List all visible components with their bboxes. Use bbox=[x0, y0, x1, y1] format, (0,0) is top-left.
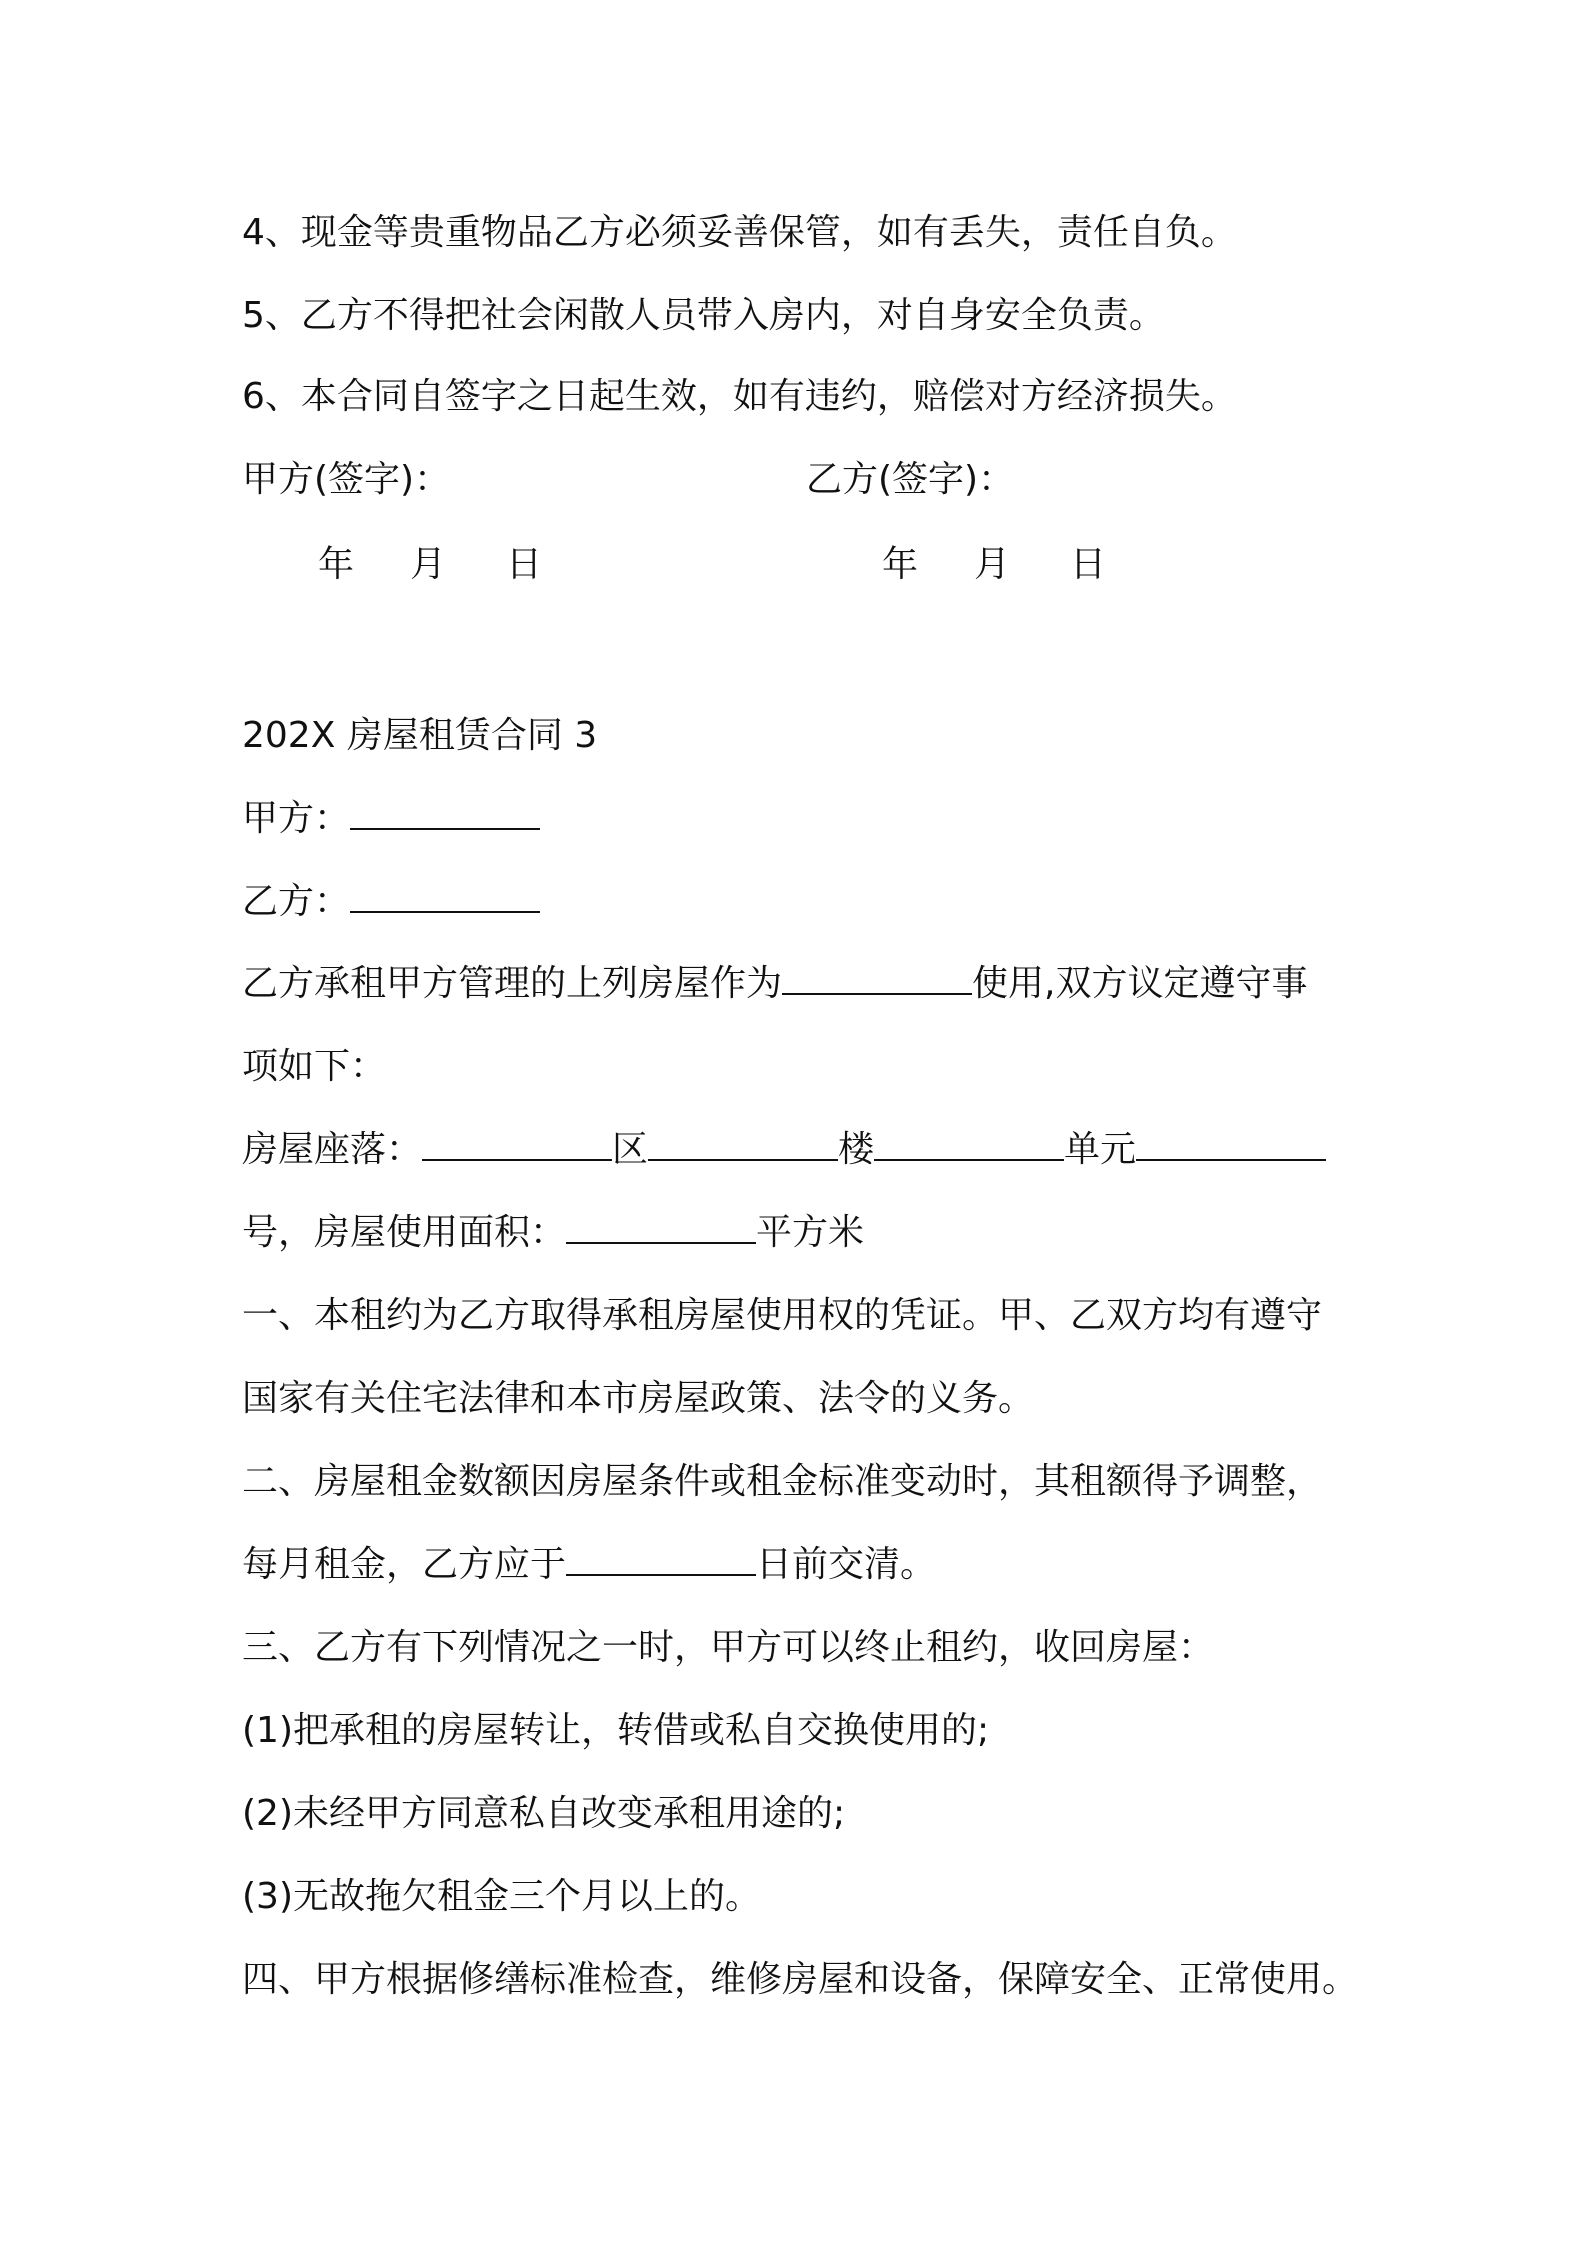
usage-text-end: 使用,双方议定遵守事 bbox=[972, 963, 1308, 1004]
number-area-label: 号，房屋使用面积： bbox=[242, 1212, 567, 1253]
clause-three: 三、乙方有下列情况之一时，甲方可以终止租约，收回房屋： bbox=[242, 1627, 1215, 1668]
usage-blank bbox=[782, 963, 972, 995]
party-b-month: 月 bbox=[974, 544, 1011, 585]
contract-3-title: 202X 房屋租赁合同 3 bbox=[242, 715, 598, 756]
party-b-day: 日 bbox=[1070, 544, 1107, 585]
party-b-label: 乙方： bbox=[242, 881, 351, 922]
area-blank bbox=[566, 1212, 756, 1244]
party-a-month: 月 bbox=[410, 544, 447, 585]
rent-text: 每月租金，乙方应于 bbox=[242, 1544, 567, 1585]
rent-deadline-text: 日前交清。 bbox=[756, 1544, 937, 1585]
party-a-label: 甲方： bbox=[242, 798, 351, 839]
contract-3-party-a bbox=[242, 795, 540, 843]
location-label: 房屋座落： bbox=[242, 1129, 423, 1170]
party-a-blank bbox=[350, 798, 540, 830]
usage-text-start: 乙方承租甲方管理的上列房屋作为 bbox=[242, 963, 783, 1004]
clause-two-line-1: 二、房屋租金数额因房屋条件或租金标准变动时，其租额得予调整， bbox=[242, 1461, 1323, 1502]
usage-line-continued: 项如下： bbox=[242, 1046, 387, 1087]
clause-three-item-2: (2)未经甲方同意私自改变承租用途的; bbox=[242, 1793, 846, 1834]
area-line bbox=[242, 1209, 864, 1257]
sqm-label: 平方米 bbox=[756, 1212, 865, 1253]
party-b-signature-label: 乙方(签字)： bbox=[806, 459, 1015, 500]
party-a-day: 日 bbox=[506, 544, 543, 585]
party-b-year: 年 bbox=[882, 544, 919, 585]
district-label: 区 bbox=[612, 1129, 649, 1170]
building-label: 楼 bbox=[838, 1129, 875, 1170]
district-blank bbox=[422, 1129, 612, 1161]
party-a-signature-label: 甲方(签字)： bbox=[242, 459, 451, 500]
clause-4: 4、现金等贵重物品乙方必须妥善保管，如有丢失，责任自负。 bbox=[242, 212, 1237, 253]
location-line bbox=[242, 1126, 1326, 1174]
usage-line bbox=[242, 960, 1307, 1008]
contract-3-party-b bbox=[242, 878, 540, 926]
rent-day-blank bbox=[566, 1544, 756, 1576]
clause-one-line-2: 国家有关住宅法律和本市房屋政策、法令的义务。 bbox=[242, 1378, 1035, 1419]
party-b-blank bbox=[350, 881, 540, 913]
number-blank bbox=[1136, 1129, 1326, 1161]
clause-three-item-1: (1)把承租的房屋转让，转借或私自交换使用的; bbox=[242, 1710, 990, 1751]
unit-blank bbox=[874, 1129, 1064, 1161]
clause-6: 6、本合同自签字之日起生效，如有违约，赔偿对方经济损失。 bbox=[242, 376, 1237, 417]
clause-four: 四、甲方根据修缮标准检查，维修房屋和设备，保障安全、正常使用。 bbox=[242, 1959, 1359, 2000]
clause-two-line-2 bbox=[242, 1541, 936, 1589]
clause-one-line-1: 一、本租约为乙方取得承租房屋使用权的凭证。甲、乙双方均有遵守 bbox=[242, 1295, 1323, 1336]
clause-5: 5、乙方不得把社会闲散人员带入房内，对自身安全负责。 bbox=[242, 295, 1165, 336]
clause-three-item-3: (3)无故拖欠租金三个月以上的。 bbox=[242, 1876, 761, 1917]
building-blank bbox=[648, 1129, 838, 1161]
unit-label: 单元 bbox=[1064, 1129, 1137, 1170]
party-a-year: 年 bbox=[318, 544, 355, 585]
